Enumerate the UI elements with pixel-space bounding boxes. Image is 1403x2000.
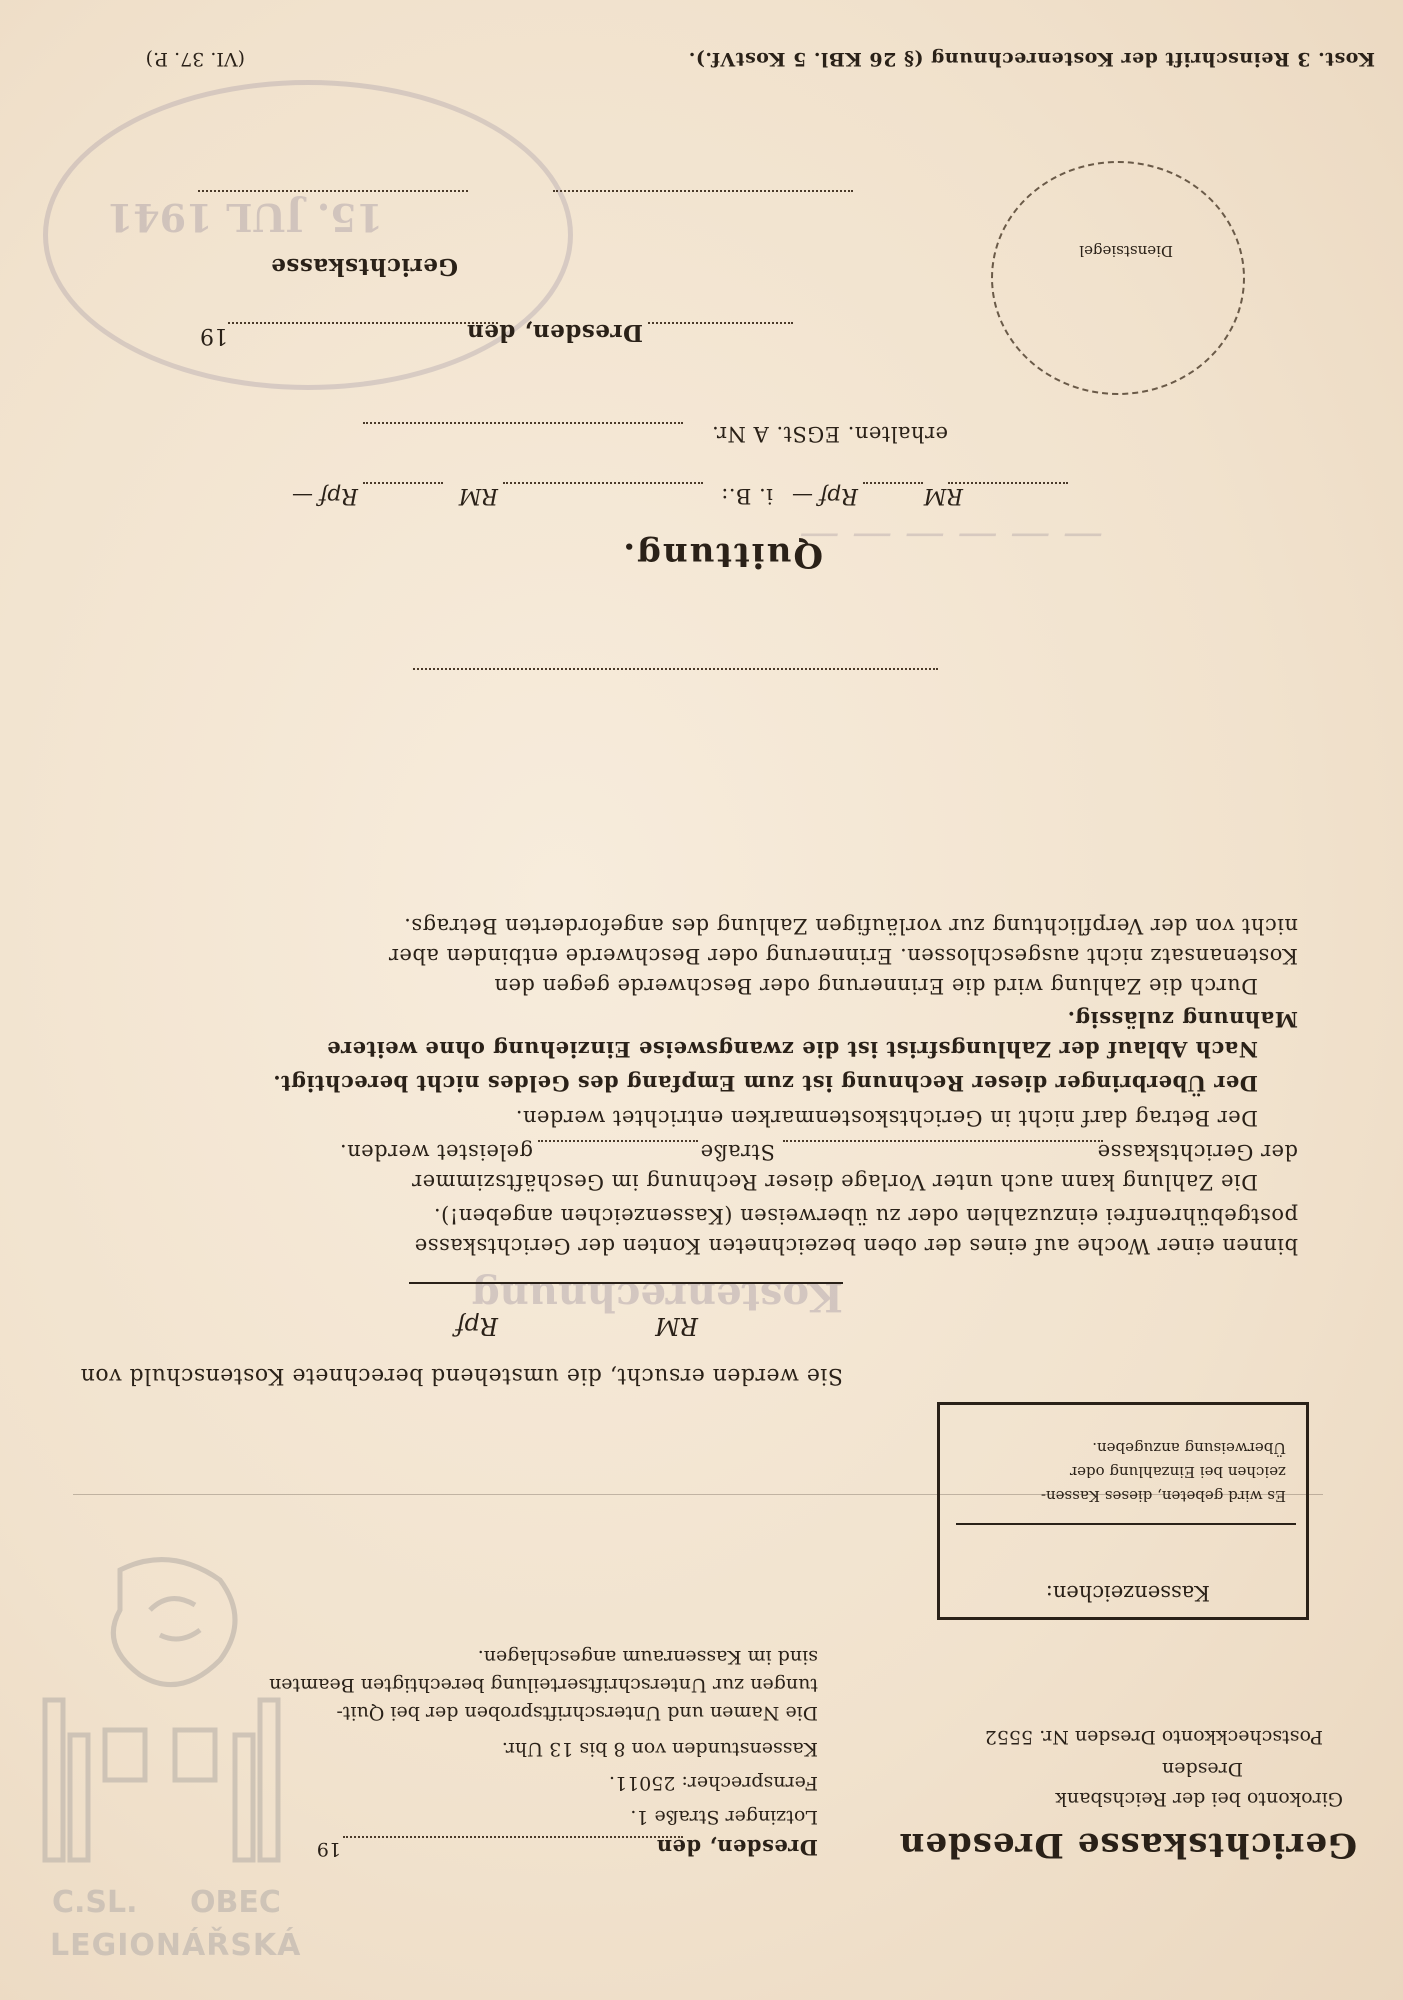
receipt-ib: i. B.: bbox=[720, 484, 773, 508]
header-separator bbox=[73, 1494, 1323, 1495]
seal-circle bbox=[991, 161, 1245, 395]
receipt-rm-2: RM bbox=[458, 483, 498, 508]
street: Lotzinger Straße 1. bbox=[630, 1806, 818, 1828]
para6-line2: Kostenansatz nicht ausgeschlossen. Erinnerung oder Beschwerde entbinden aber bbox=[388, 944, 1298, 968]
para1-line2: postgebührenfrei einzuzahlen oder zu überweisen (Kassenzeichen angeben!). bbox=[433, 1204, 1298, 1228]
kassenzeichen-rule bbox=[956, 1523, 1296, 1525]
show-through-heading: Kostenrechnung bbox=[471, 1273, 843, 1320]
watermark-line-3: LEGIONÁŘSKÁ bbox=[50, 1928, 302, 1963]
receipt-rpf-1: Rpf bbox=[819, 483, 858, 508]
signatures-note-2: tungen zur Unterschriftserteilung berechtigten Beamten bbox=[269, 1674, 818, 1696]
kassenzeichen-note-1: Es wird gebeten, dieses Kassen- bbox=[1040, 1487, 1286, 1505]
form-reference: Kost. 3 Reinschrift der Kostenrechnung (§ 26 KBl. 5 KostVf.). bbox=[688, 48, 1375, 70]
bank-line-2: Dresden bbox=[1162, 1758, 1243, 1780]
seal-label: Dienstsiegel bbox=[1079, 242, 1173, 260]
para2-house-line bbox=[538, 1140, 698, 1142]
receipt-number-line bbox=[363, 422, 683, 424]
receipt-dash-1: — bbox=[791, 484, 813, 508]
kassenzeichen-note-3: Überweisung anzugeben. bbox=[1092, 1439, 1286, 1457]
receipt-date-line bbox=[228, 322, 498, 324]
para5-line2: Mahnung zulässig. bbox=[1067, 1007, 1298, 1032]
signatures-note-3: sind im Kassenraum angeschlagen. bbox=[477, 1646, 818, 1668]
amount-rm-label: RM bbox=[655, 1312, 698, 1340]
receipt-title: Quittung. bbox=[621, 535, 823, 575]
postal-account: Postscheckkonto Dresden Nr. 5552 bbox=[984, 1726, 1323, 1748]
para2-line2-b: Straße bbox=[700, 1140, 775, 1164]
para2-line1: Die Zahlung kann auch unter Vorlage dieser Rechnung im Geschäftszimmer bbox=[411, 1170, 1258, 1194]
kassenzeichen-title: Kassenzeichen: bbox=[1045, 1581, 1210, 1605]
receipt-date-year: 19 bbox=[200, 323, 228, 348]
watermark-emblem-icon bbox=[30, 1550, 310, 1870]
para6-line1: Durch die Zahlung wird die Erinnerung oder Beschwerde gegen den bbox=[494, 974, 1258, 998]
receipt-received: erhalten. EGSt. A Nr. bbox=[711, 422, 948, 446]
para6-line3: nicht von der Verpflichtung zur vorläufigen Zahlung des angeforderten Betrags. bbox=[403, 914, 1298, 938]
kassenzeichen-box bbox=[937, 1402, 1309, 1620]
form-code: (VI. 37. P.) bbox=[145, 48, 245, 70]
phone: Fernsprecher: 25011. bbox=[608, 1772, 818, 1794]
hours: Kassenstunden von 8 bis 13 Uhr. bbox=[501, 1738, 818, 1760]
header-date-year: 19 bbox=[316, 1838, 341, 1860]
watermark-line-1: C.SL. bbox=[52, 1885, 138, 1920]
receipt-amount-line-3 bbox=[503, 482, 703, 484]
bank-line-1: Girokonto bei der Reichsbank bbox=[1055, 1788, 1343, 1810]
para4: Der Überbringer dieser Rechnung ist zum Empfang des Geldes nicht berechtigt. bbox=[272, 1071, 1258, 1096]
header-date-label: Dresden, den bbox=[656, 1835, 818, 1860]
request-line: Sie werden ersucht, die umstehend berechnete Kostenschuld von bbox=[80, 1363, 843, 1388]
amount-rpf-label: Rpf bbox=[455, 1312, 498, 1340]
para2-street-line bbox=[783, 1140, 1103, 1142]
show-through-stamp-date: 15. JUL 1941 bbox=[106, 195, 383, 240]
receipt-date-label: Dresden, den bbox=[466, 319, 643, 346]
para3: Der Betrag darf nicht in Gerichtskostenmarken entrichtet werden. bbox=[515, 1106, 1258, 1130]
receipt-amount-line-4 bbox=[363, 482, 443, 484]
receipt-amount-line-2 bbox=[863, 482, 923, 484]
body-end-dotted-line bbox=[413, 668, 938, 670]
amount-underline bbox=[409, 1282, 843, 1284]
signature-line-1 bbox=[553, 190, 853, 192]
receipt-rpf-2: Rpf bbox=[319, 483, 358, 508]
para2-line2-a: der Gerichtskasse bbox=[1097, 1140, 1298, 1164]
show-through-handwriting: — — — — — — bbox=[799, 514, 1103, 560]
header-date-line bbox=[343, 1836, 683, 1838]
receipt-amount-line-1 bbox=[948, 482, 1068, 484]
para1-line1: binnen einer Woche auf eines der oben bezeichneten Konten der Gerichtskasse bbox=[414, 1234, 1298, 1258]
office-title: Gerichtskasse Dresden bbox=[898, 1825, 1357, 1865]
receipt-date-prefix-line bbox=[648, 322, 793, 324]
receipt-dash-2: — bbox=[291, 484, 313, 508]
para2-line2-c: geleistet werden. bbox=[339, 1140, 533, 1164]
receipt-rm-1: RM bbox=[923, 483, 963, 508]
watermark-line-2: OBEC bbox=[190, 1885, 281, 1920]
para5-line1: Nach Ablauf der Zahlungsfrist ist die zwangsweise Einziehung ohne weitere bbox=[326, 1037, 1258, 1062]
signature-line-2 bbox=[198, 190, 468, 192]
signatures-note-1: Die Namen und Unterschriftsproben der bei Quit- bbox=[336, 1702, 818, 1724]
receipt-office: Gerichtskasse bbox=[270, 253, 458, 280]
kassenzeichen-note-2: zeichen bei Einzahlung oder bbox=[1069, 1463, 1286, 1481]
